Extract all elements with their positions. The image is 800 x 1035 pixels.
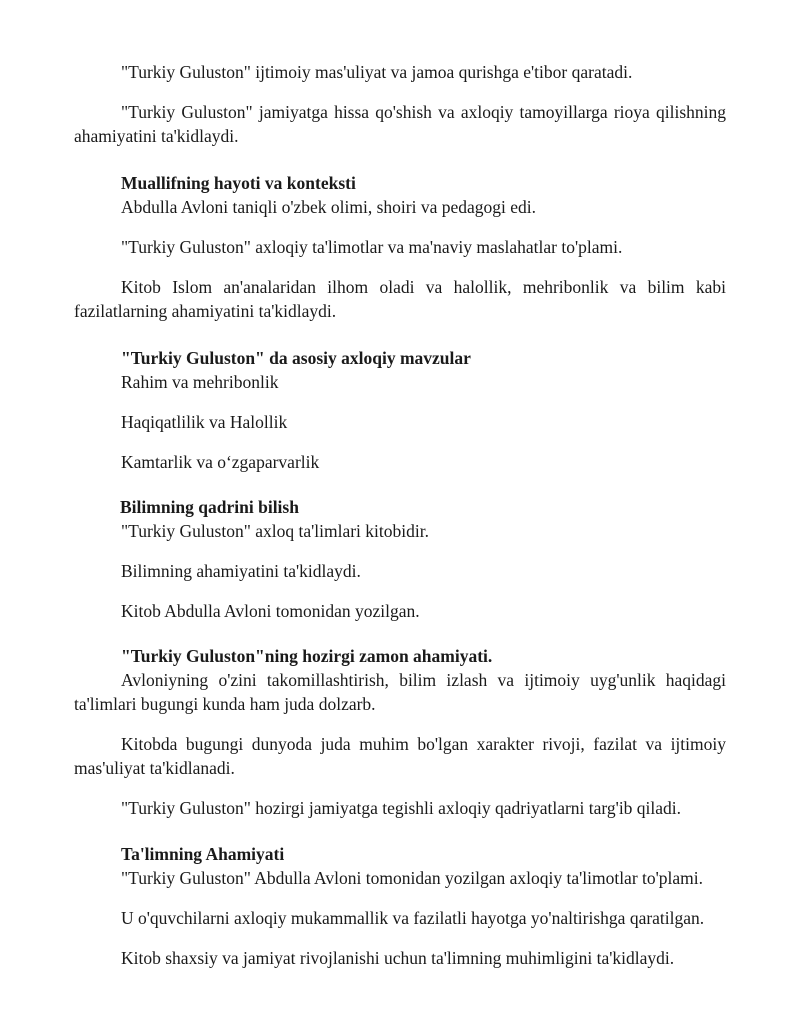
section-heading-education-importance: Ta'limning Ahamiyati <box>121 844 285 864</box>
section5-paragraph-1: "Turkiy Guluston" Abdulla Avloni tomonidan yozilgan axloqiy ta'limotlar to'plami. <box>121 868 704 888</box>
section4-paragraph-2: Kitobda bugungi dunyoda juda muhim bo'lgan xarakter rivoji, fazilat va ijtimoiy mas'uliyat ta'kidlanadi. <box>74 734 726 778</box>
section4-paragraph-3: "Turkiy Guluston" hozirgi jamiyatga tegishli axloqiy qadriyatlarni targ'ib qiladi. <box>121 798 682 818</box>
section1-paragraph-1: Abdulla Avloni taniqli o'zbek olimi, shoiri va pedagogi edi. <box>121 197 536 217</box>
section-heading-modern-significance: "Turkiy Guluston"ning hozirgi zamon ahamiyati. <box>121 646 493 666</box>
moral-theme-item-2: Haqiqatlilik va Halollik <box>121 412 288 432</box>
moral-theme-item-1: Rahim va mehribonlik <box>121 372 279 392</box>
section1-paragraph-2: "Turkiy Guluston" axloqiy ta'limotlar va ma'naviy maslahatlar to'plami. <box>121 237 623 257</box>
intro-paragraph-1: "Turkiy Guluston" ijtimoiy mas'uliyat va jamoa qurishga e'tibor qaratadi. <box>121 62 633 82</box>
intro-paragraph-2: "Turkiy Guluston" jamiyatga hissa qo'shish va axloqiy tamoyillarga rioya qilishning ahamiyatini ta'kidlaydi. <box>74 102 726 146</box>
knowledge-item-3: Kitob Abdulla Avloni tomonidan yozilgan. <box>121 601 420 621</box>
section5-paragraph-2: U o'quvchilarni axloqiy mukammallik va fazilatli hayotga yo'naltirishga qaratilgan. <box>121 908 705 928</box>
section4-paragraph-1: Avloniyning o'zini takomillashtirish, bilim izlash va ijtimoiy uyg'unlik haqidagi ta'limlari bugungi kunda ham juda dolzarb. <box>74 670 726 714</box>
knowledge-item-1: "Turkiy Guluston" axloq ta'limlari kitobidir. <box>121 521 429 541</box>
section5-paragraph-3: Kitob shaxsiy va jamiyat rivojlanishi uchun ta'limning muhimligini ta'kidlaydi. <box>121 948 675 968</box>
section-heading-author-life: Muallifning hayoti va konteksti <box>121 173 356 193</box>
section1-paragraph-3: Kitob Islom an'analaridan ilhom oladi va halollik, mehribonlik va bilim kabi fazilatlarning ahamiyatini ta'kidlaydi. <box>74 277 726 321</box>
section-heading-value-of-knowledge: Bilimning qadrini bilish <box>120 497 299 517</box>
document-page <box>74 0 726 986</box>
moral-theme-item-3: Kamtarlik va o‘zgaparvarlik <box>121 452 320 472</box>
section-heading-moral-themes: "Turkiy Guluston" da asosiy axloqiy mavzular <box>121 348 471 368</box>
knowledge-item-2: Bilimning ahamiyatini ta'kidlaydi. <box>121 561 361 581</box>
